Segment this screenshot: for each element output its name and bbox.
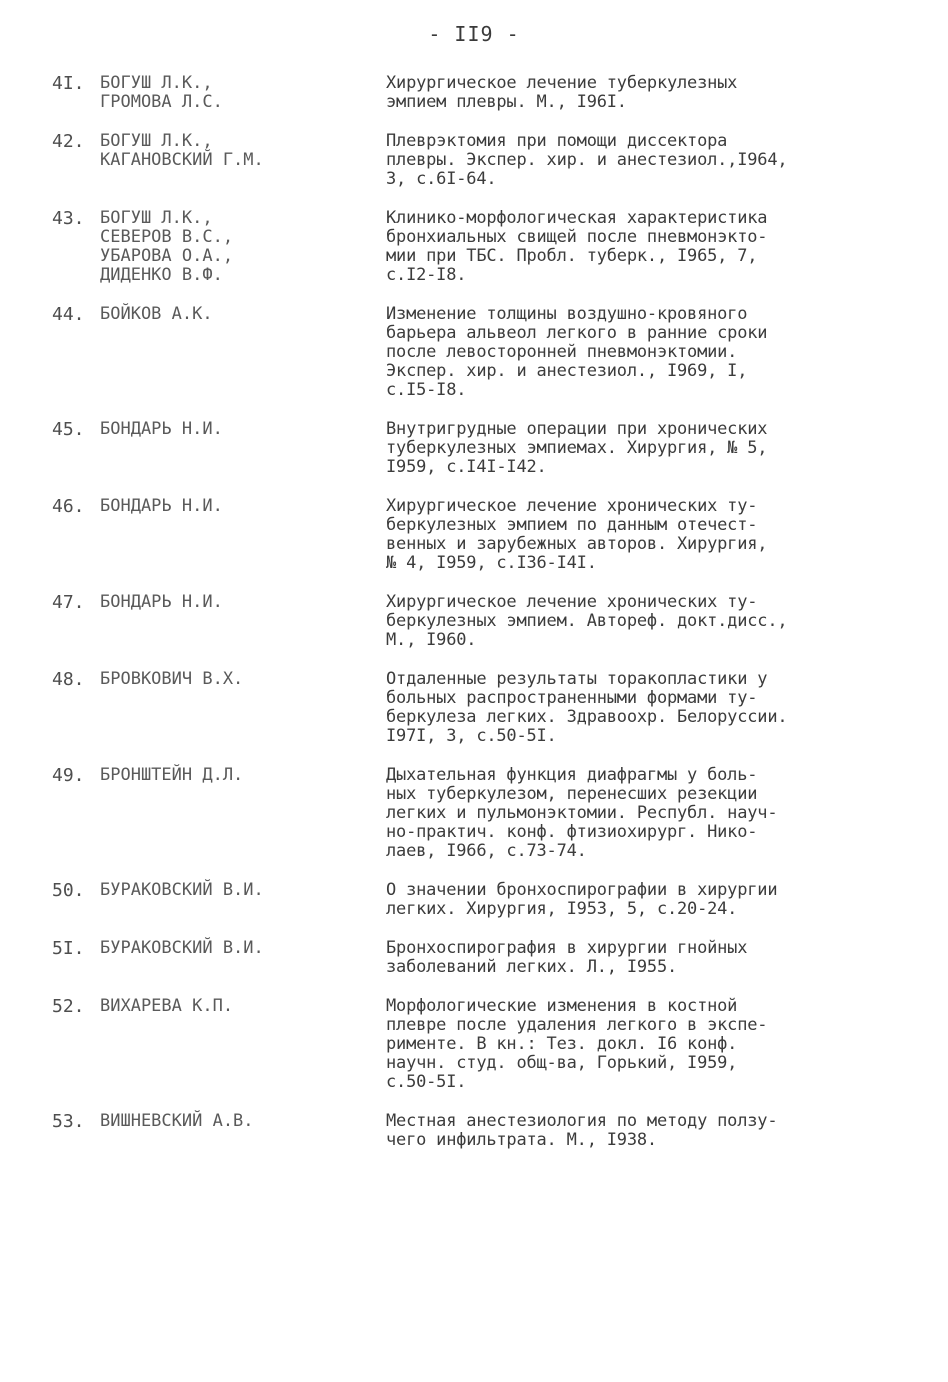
entry-authors bbox=[100, 939, 386, 958]
reference-line: бронхиальных свищей после пневмонэкто- bbox=[386, 227, 768, 247]
reference-line: беркулеза легких. Здравоохр. Белоруссии. bbox=[386, 707, 788, 727]
reference-line: беркулезных эмпием. Автореф. докт.дисс., bbox=[386, 611, 788, 631]
entry-reference bbox=[386, 305, 912, 400]
author-name: БОГУШ Л.К., bbox=[100, 208, 213, 228]
author-name: УБАРОВА О.А., bbox=[100, 246, 234, 266]
entry-reference bbox=[386, 766, 912, 861]
entry-authors bbox=[100, 132, 386, 170]
reference-line: 3, с.6I-64. bbox=[386, 169, 497, 189]
reference-line: мии при ТБС. Пробл. туберк., I965, 7, bbox=[386, 246, 758, 266]
author-name: БОГУШ Л.К., bbox=[100, 73, 213, 93]
entry-number: 52. bbox=[52, 996, 85, 1017]
entry-authors bbox=[100, 670, 386, 689]
entry-authors bbox=[100, 497, 386, 516]
entry-authors bbox=[100, 593, 386, 612]
entry-reference bbox=[386, 209, 912, 285]
author-name: БОГУШ Л.К., bbox=[100, 131, 213, 151]
entry-number: 45. bbox=[52, 419, 85, 440]
entry-authors bbox=[100, 766, 386, 785]
entry-reference bbox=[386, 670, 912, 746]
reference-line: рименте. В кн.: Тез. докл. I6 конф. bbox=[386, 1034, 738, 1054]
reference-line: эмпием плевры. М., I96I. bbox=[386, 92, 627, 112]
entry-number: 47. bbox=[52, 592, 85, 613]
entry-reference bbox=[386, 939, 912, 977]
entry-number: 42. bbox=[52, 131, 85, 152]
reference-line: барьера альвеол легкого в ранние сроки bbox=[386, 323, 768, 343]
author-name: БРОНШТЕЙН Д.Л. bbox=[100, 765, 244, 785]
entry-authors bbox=[100, 305, 386, 324]
reference-line: I959, с.I4I-I42. bbox=[386, 457, 547, 477]
reference-line: Изменение толщины воздушно-кровяного bbox=[386, 304, 748, 324]
entry-authors bbox=[100, 209, 386, 285]
reference-line: научн. студ. общ-ва, Горький, I959, bbox=[386, 1053, 738, 1073]
entry-reference bbox=[386, 593, 912, 650]
entry-reference bbox=[386, 997, 912, 1092]
author-name: ДИДЕНКО В.Ф. bbox=[100, 265, 223, 285]
reference-line: с.I5-I8. bbox=[386, 380, 467, 400]
entry-number: 4I. bbox=[52, 73, 85, 94]
reference-line: Хирургическое лечение хронических ту- bbox=[386, 496, 758, 516]
bibliography-entry bbox=[52, 593, 912, 650]
reference-line: Экспер. хир. и анестезиол., I969, I, bbox=[386, 361, 748, 381]
entry-reference bbox=[386, 420, 912, 477]
reference-line: заболеваний легких. Л., I955. bbox=[386, 957, 678, 977]
entry-number: 49. bbox=[52, 765, 85, 786]
bibliography-entry bbox=[52, 881, 912, 919]
bibliography-entry bbox=[52, 497, 912, 573]
reference-line: № 4, I959, с.I36-I4I. bbox=[386, 553, 597, 573]
reference-line: легких. Хирургия, I953, 5, с.20-24. bbox=[386, 899, 738, 919]
reference-line: Плеврэктомия при помощи диссектора bbox=[386, 131, 728, 151]
reference-line: после левосторонней пневмонэктомии. bbox=[386, 342, 738, 362]
author-name: БОНДАРЬ Н.И. bbox=[100, 419, 223, 439]
entry-number: 50. bbox=[52, 880, 85, 901]
author-name: КАГАНОВСКИЙ Г.М. bbox=[100, 150, 264, 170]
reference-line: Хирургическое лечение туберкулезных bbox=[386, 73, 738, 93]
reference-line: чего инфильтрата. М., I938. bbox=[386, 1130, 657, 1150]
reference-line: венных и зарубежных авторов. Хирургия, bbox=[386, 534, 768, 554]
entry-authors bbox=[100, 881, 386, 900]
reference-line: беркулезных эмпием по данным отечест- bbox=[386, 515, 758, 535]
reference-line: ных туберкулезом, перенесших резекции bbox=[386, 784, 758, 804]
entry-number: 44. bbox=[52, 304, 85, 325]
reference-line: Дыхательная функция диафрагмы у боль- bbox=[386, 765, 758, 785]
author-name: ВИХАРЕВА К.П. bbox=[100, 996, 234, 1016]
bibliography-entry bbox=[52, 1112, 912, 1150]
author-name: СЕВЕРОВ В.С., bbox=[100, 227, 234, 247]
entry-authors bbox=[100, 1112, 386, 1131]
reference-line: Морфологические изменения в костной bbox=[386, 996, 738, 1016]
entry-reference bbox=[386, 74, 912, 112]
author-name: БРОВКОВИЧ В.Х. bbox=[100, 669, 244, 689]
reference-line: плевре после удаления легкого в экспе- bbox=[386, 1015, 768, 1035]
entry-number: 48. bbox=[52, 669, 85, 690]
entry-number: 46. bbox=[52, 496, 85, 517]
reference-line: Отдаленные результаты торакопластики у bbox=[386, 669, 768, 689]
author-name: БОЙКОВ А.К. bbox=[100, 304, 213, 324]
reference-line: Местная анестезиология по методу ползу- bbox=[386, 1111, 778, 1131]
bibliography-entry bbox=[52, 305, 912, 400]
bibliography-list bbox=[52, 74, 912, 1170]
reference-line: лаев, I966, с.73-74. bbox=[386, 841, 587, 861]
reference-line: Клинико-морфологическая характеристика bbox=[386, 208, 768, 228]
author-name: БУРАКОВСКИЙ В.И. bbox=[100, 880, 264, 900]
bibliography-entry bbox=[52, 132, 912, 189]
bibliography-entry bbox=[52, 766, 912, 861]
bibliography-entry bbox=[52, 670, 912, 746]
reference-line: Бронхоспирография в хирургии гнойных bbox=[386, 938, 748, 958]
entry-authors bbox=[100, 74, 386, 112]
author-name: ГРОМОВА Л.С. bbox=[100, 92, 223, 112]
reference-line: I97I, 3, с.50-5I. bbox=[386, 726, 557, 746]
author-name: БУРАКОВСКИЙ В.И. bbox=[100, 938, 264, 958]
author-name: ВИШНЕВСКИЙ А.В. bbox=[100, 1111, 254, 1131]
reference-line: больных распространенными формами ту- bbox=[386, 688, 758, 708]
reference-line: с.50-5I. bbox=[386, 1072, 467, 1092]
reference-line: туберкулезных эмпиемах. Хирургия, № 5, bbox=[386, 438, 768, 458]
entry-reference bbox=[386, 132, 912, 189]
reference-line: О значении бронхоспирографии в хирургии bbox=[386, 880, 778, 900]
entry-number: 5I. bbox=[52, 938, 85, 959]
reference-line: но-практич. конф. фтизиохирург. Нико- bbox=[386, 822, 758, 842]
entry-authors bbox=[100, 997, 386, 1016]
entry-reference bbox=[386, 1112, 912, 1150]
reference-line: легких и пульмонэктомии. Республ. науч- bbox=[386, 803, 778, 823]
page-number: - II9 - bbox=[428, 22, 520, 46]
entry-number: 43. bbox=[52, 208, 85, 229]
bibliography-entry bbox=[52, 74, 912, 112]
author-name: БОНДАРЬ Н.И. bbox=[100, 496, 223, 516]
bibliography-entry bbox=[52, 939, 912, 977]
reference-line: плевры. Экспер. хир. и анестезиол.,I964, bbox=[386, 150, 788, 170]
entry-reference bbox=[386, 497, 912, 573]
bibliography-entry bbox=[52, 209, 912, 285]
entry-number: 53. bbox=[52, 1111, 85, 1132]
entry-reference bbox=[386, 881, 912, 919]
reference-line: М., I960. bbox=[386, 630, 477, 650]
author-name: БОНДАРЬ Н.И. bbox=[100, 592, 223, 612]
entry-authors bbox=[100, 420, 386, 439]
bibliography-entry bbox=[52, 997, 912, 1092]
reference-line: Хирургическое лечение хронических ту- bbox=[386, 592, 758, 612]
bibliography-entry bbox=[52, 420, 912, 477]
reference-line: Внутригрудные операции при хронических bbox=[386, 419, 768, 439]
reference-line: с.I2-I8. bbox=[386, 265, 467, 285]
